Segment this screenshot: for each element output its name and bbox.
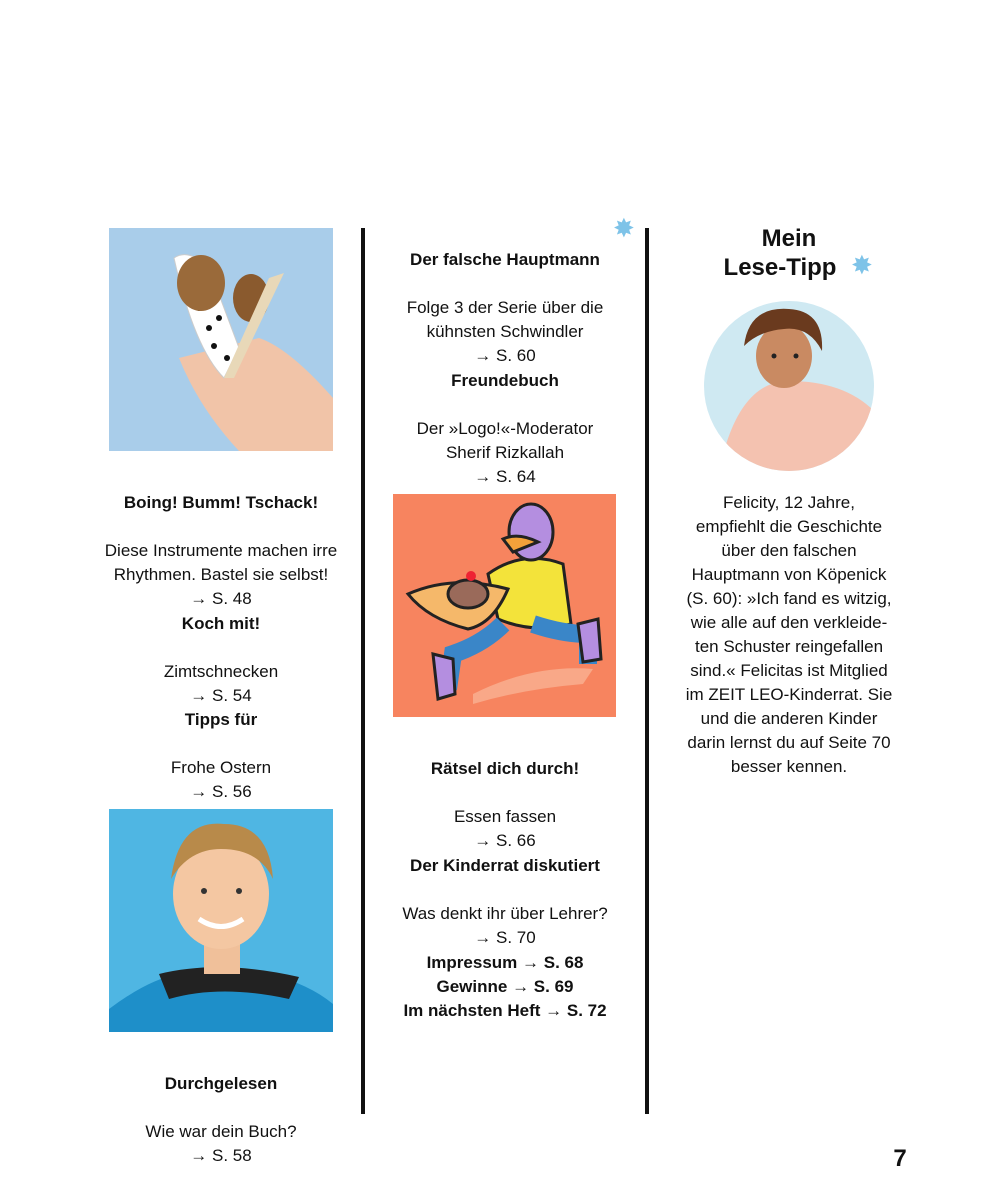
lese-tipp-heading-2: Lese-Tipp bbox=[723, 254, 837, 281]
star-icon: ✸ bbox=[613, 213, 635, 243]
entry-title: Boing! Bumm! Tschack! bbox=[123, 493, 319, 512]
entry-text: Frohe Ostern → S. 56 bbox=[170, 758, 272, 801]
star-icon: ✸ bbox=[851, 250, 873, 280]
entry-text: Essen fassen → S. 66 bbox=[453, 807, 557, 850]
boy-portrait-photo bbox=[109, 809, 333, 1032]
puzzle-illustration bbox=[393, 494, 616, 717]
entry-title: Koch mit! bbox=[181, 614, 261, 633]
entry-title: Rätsel dich durch! bbox=[430, 759, 580, 778]
entry-text: Was denkt ihr über Lehrer? → S. 70 bbox=[402, 904, 608, 947]
toc-entry-tipps[interactable] bbox=[81, 684, 361, 828]
page-number: 7 bbox=[893, 1145, 907, 1172]
toc-entry-misc[interactable] bbox=[365, 927, 645, 1047]
entry-text: Folge 3 der Serie über die kühnsten Schwindler → S. 60 bbox=[406, 298, 604, 365]
running-bird-waiter-illustration bbox=[393, 494, 616, 717]
entry-text: Zimtschnecken → S. 54 bbox=[163, 662, 279, 705]
entry-title: Tipps für bbox=[184, 710, 258, 729]
entry-title: Impressum → S. 68 Gewinne → S. 69 Im nächsten Heft → S. 72 bbox=[403, 953, 607, 1020]
instrument-photo bbox=[109, 228, 333, 451]
toc-entry-durchgelesen[interactable] bbox=[81, 1048, 361, 1192]
entry-text: Der »Logo!«-Moderator Sherif Rizkallah → S. 64 bbox=[416, 419, 594, 486]
walnut-castanet-illustration bbox=[109, 228, 333, 451]
entry-title: Freundebuch bbox=[451, 371, 559, 390]
entry-title: Durchgelesen bbox=[164, 1074, 278, 1093]
entry-text: Wie war dein Buch? → S. 58 bbox=[145, 1122, 297, 1165]
girl-illustration bbox=[704, 301, 874, 471]
felicity-portrait-photo bbox=[704, 301, 874, 471]
lese-tipp-text: Felicity, 12 Jahre, empfiehlt die Geschichte über den falschen Hauptmann von Köpenick (S. 60): »Ich fand es witzig, wie alle auf den verkleide- ten Schuster reingefallen sind.« Felicitas ist Mitglied im ZEIT LEO-Kinderrat. Sie und die anderen Kinder darin lernst du auf Seite 70 besser kennen. bbox=[685, 493, 893, 776]
entry-title: Der falsche Hauptmann bbox=[410, 250, 600, 269]
lese-tipp-heading-1: Mein bbox=[761, 225, 817, 252]
entry-text: Diese Instrumente machen irre Rhythmen. Bastel sie selbst! → S. 48 bbox=[104, 541, 338, 608]
toc-entry-freundebuch[interactable] bbox=[365, 345, 645, 513]
entry-title: Der Kinderrat diskutiert bbox=[410, 856, 600, 875]
boy-illustration bbox=[109, 809, 333, 1032]
